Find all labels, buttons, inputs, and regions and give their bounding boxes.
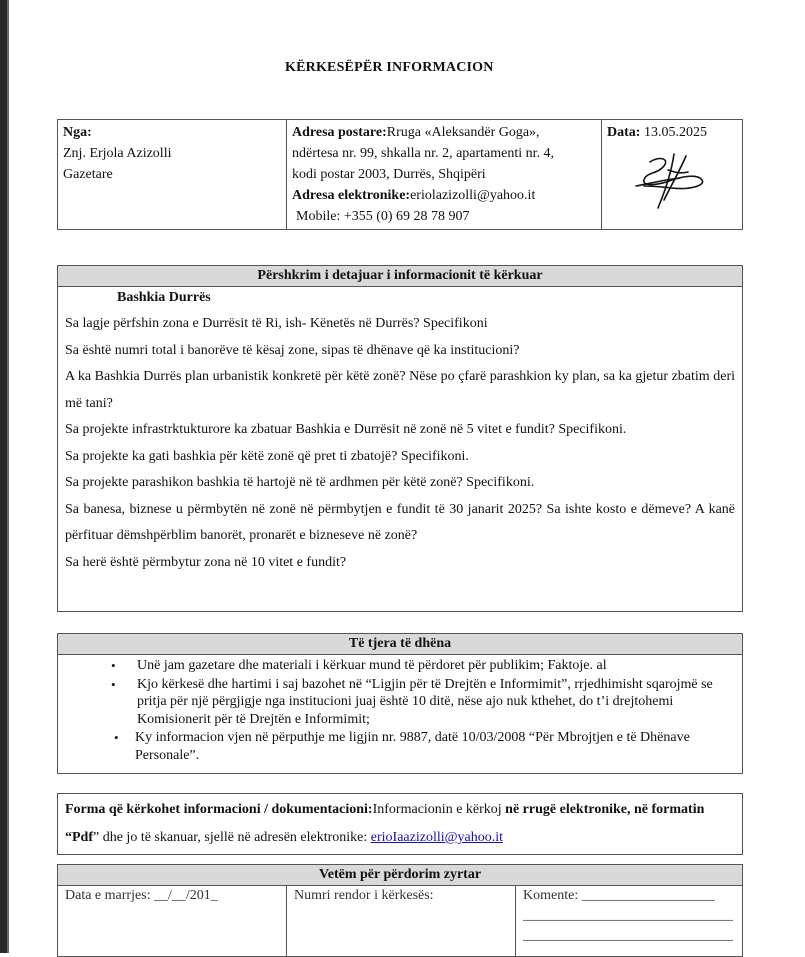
other-info-table <box>57 633 743 774</box>
question-4: Sa projekte infrastrktukturore ka zbatuar Bashkia e Durrësit në zonë në 5 vitet e fundit? Specifikoni. <box>65 422 627 437</box>
list-item: • Ky informacion vjen në përputhje me ligjin nr. 9887, datë 10/03/2008 “Për Mbrojtjen e të Dhënave Personale”. <box>114 730 690 763</box>
comments-label: Komente: ___________________ <box>523 888 715 903</box>
request-format-table <box>57 793 743 855</box>
question-1: Sa lagje përfshin zona e Durrësit të Ri, ish- Kënetës në Durrës? Specifikoni <box>65 316 488 331</box>
postal-line3: kodi postar 2003, Durrës, Shqipëri <box>292 167 486 182</box>
postal-line1: Rruga «Aleksandër Goga», <box>386 125 540 140</box>
question-7: Sa banesa, biznese u përmbytën në zonë në përmbytjen e fundit të 30 janarit 2025? Sa ishte kosto e dëmeve? A kanë përfituar dëmshpërblim banorët, pronarët e bizneseve në zonë? <box>65 501 735 543</box>
description-header: Përshkrim i detajuar i informacionit të kërkuar <box>58 266 743 287</box>
bullet-icon: • <box>111 658 116 673</box>
comments-line-2: ______________________________ <box>523 908 733 923</box>
postal-label: Adresa postare: <box>292 125 387 140</box>
format-text-2: ” dhe jo të skanuar, sjellë në adresën elektronike: <box>93 830 371 845</box>
other-info-body <box>58 655 743 774</box>
document-title: KËRKESËPËR INFORMACION <box>285 60 494 75</box>
comments-line-3: ______________________________ <box>523 928 733 943</box>
order-number-cell <box>287 886 516 957</box>
email-value: eriolazizolli@yahoo.it <box>410 188 536 203</box>
from-label: Nga: <box>63 125 92 140</box>
question-5: Sa projekte ka gati bashkia për këtë zonë që pret ti zbatojë? Specifikoni. <box>65 448 469 464</box>
sender-role: Gazetare <box>63 167 113 182</box>
format-label: Forma që kërkohet informacioni / dokumentacioni: <box>65 802 373 817</box>
date-label: Data: <box>607 125 641 140</box>
question-3: A ka Bashkia Durrës plan urbanistik konkretë për këtë zonë? Nëse po çfarë parashkion ky plan, sa ka gjetur zbatim deri më tani? <box>65 369 735 411</box>
bullet-icon: • <box>114 730 119 745</box>
description-subheading: Bashkia Durrës <box>117 290 211 305</box>
description-table <box>57 265 743 612</box>
received-date-label: Data e marrjes: __/__/201_ <box>65 888 218 903</box>
question-8: Sa herë është përmbytur zona në 10 vitet e fundit? <box>65 554 347 570</box>
question-6: Sa projekte parashikon bashkia të hartojë në të ardhmen për këtë zonë? Specifikoni. <box>65 475 535 490</box>
bullet-icon: • <box>111 676 116 692</box>
order-number-label: Numri rendor i kërkesës: <box>294 888 434 903</box>
official-use-table <box>57 864 743 957</box>
question-2: Sa është numri total i banorëve të kësaj zone, sipas të dhënave që ka institucioni? <box>65 342 520 358</box>
sender-name: Znj. Erjola Azizolli <box>63 146 172 161</box>
sender-cell <box>58 120 287 230</box>
official-use-header: Vetëm për përdorim zyrtar <box>58 865 743 886</box>
format-bold: në rrugë elektronike, në formatin “Pdf <box>65 802 705 845</box>
other-info-list <box>58 657 742 764</box>
mobile-number: Mobile: +355 (0) 69 28 78 907 <box>296 209 470 224</box>
other-info-header: Të tjera të dhëna <box>58 634 743 655</box>
format-email-link[interactable]: erioIaazizolli@yahoo.it <box>370 830 504 845</box>
description-body <box>58 287 743 612</box>
received-date-cell <box>58 886 287 957</box>
email-label: Adresa elektronike: <box>292 188 411 203</box>
list-item: • Unë jam gazetare dhe materiali i kërkuar mund të përdoret për publikim; Faktoje. al <box>111 658 607 673</box>
address-cell <box>287 120 602 230</box>
postal-line2: ndërtesa nr. 99, shkalla nr. 2, apartamenti nr. 4, <box>292 146 555 161</box>
comments-cell <box>516 886 743 957</box>
date-value: 13.05.2025 <box>643 125 707 140</box>
window-frame-left <box>0 0 7 953</box>
signature-image <box>628 150 708 212</box>
document-page <box>9 0 805 953</box>
list-item: • Kjo kërkesë dhe hartimi i saj bazohet në “Ligjin për të Drejtën e Informimit”, rrjedhimisht sqarojmë se pritja për një përgjigje nga institucioni juaj është 10 ditë, nëse ajo nuk kthehet, do t’i drejtohemi Komisionerit për të Drejtën e Informimit; <box>111 676 713 727</box>
format-text-1: Informacionin e kërkoj <box>372 802 506 817</box>
request-format-cell <box>58 794 743 855</box>
